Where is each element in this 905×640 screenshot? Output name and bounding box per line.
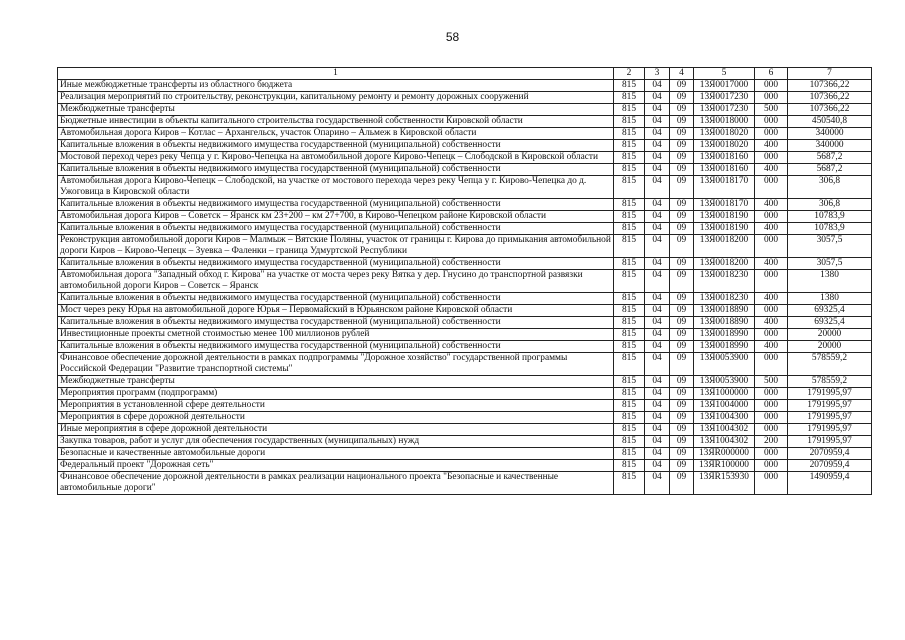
expense-type-cell: 400 [755,164,788,176]
table-row [58,80,872,92]
table-row [58,92,872,104]
expense-type-cell: 000 [755,80,788,92]
ministry-code-cell: 815 [614,388,645,400]
expense-type-cell: 000 [755,305,788,317]
amount-cell: 306,8 [788,199,872,211]
amount-cell: 1791995,97 [788,436,872,448]
subsection-cell: 09 [670,80,694,92]
subsection-cell: 09 [670,376,694,388]
ministry-code-cell: 815 [614,424,645,436]
subsection-cell: 09 [670,388,694,400]
item-name-cell: Капитальные вложения в объекты недвижимого имущества государственной (муниципальной) собственности [58,223,614,235]
table-row [58,293,872,305]
item-name-cell: Мероприятия в сфере дорожной деятельности [58,412,614,424]
table-row [58,128,872,140]
ministry-code-cell: 815 [614,341,645,353]
target-article-cell: 13Я1004000 [694,400,755,412]
subsection-cell: 09 [670,104,694,116]
target-article-cell: 13Я0018890 [694,317,755,329]
target-article-cell: 13Я0018020 [694,140,755,152]
target-article-cell: 13Я0018990 [694,329,755,341]
amount-cell: 1490959,4 [788,472,872,495]
item-name-cell: Автомобильная дорога Киров – Советск – Яранск км 23+200 – км 27+700, в Кирово-Чепецком районе Кировской области [58,211,614,223]
target-article-cell: 13Я0018170 [694,176,755,199]
subsection-cell: 09 [670,235,694,258]
section-cell: 04 [645,460,670,472]
expense-type-cell: 400 [755,293,788,305]
item-name-cell: Капитальные вложения в объекты недвижимого имущества государственной (муниципальной) собственности [58,258,614,270]
item-name-cell: Мероприятия в установленной сфере деятельности [58,400,614,412]
target-article-cell: 13Я1000000 [694,388,755,400]
ministry-code-cell: 815 [614,472,645,495]
subsection-cell: 09 [670,341,694,353]
subsection-cell: 09 [670,164,694,176]
item-name-cell: Безопасные и качественные автомобильные дороги [58,448,614,460]
table-row [58,116,872,128]
table-row [58,329,872,341]
expense-type-cell: 400 [755,317,788,329]
expense-type-cell: 000 [755,329,788,341]
expense-type-cell: 000 [755,448,788,460]
section-cell: 04 [645,376,670,388]
target-article-cell: 13ЯR100000 [694,460,755,472]
subsection-cell: 09 [670,436,694,448]
table-header [58,68,872,80]
target-article-cell: 13ЯR000000 [694,448,755,460]
ministry-code-cell: 815 [614,152,645,164]
section-cell: 04 [645,211,670,223]
subsection-cell: 09 [670,400,694,412]
expense-type-cell: 400 [755,199,788,211]
ministry-code-cell: 815 [614,329,645,341]
item-name-cell: Автомобильная дорога Киров – Котлас – Архангельск, участок Опарино – Альмеж в Кировской области [58,128,614,140]
subsection-cell: 09 [670,152,694,164]
subsection-cell: 09 [670,199,694,211]
section-cell: 04 [645,235,670,258]
section-cell: 04 [645,116,670,128]
page-number: 58 [445,30,460,44]
target-article-cell: 13Я0018230 [694,270,755,293]
item-name-cell: Иные межбюджетные трансферты из областного бюджета [58,80,614,92]
expense-type-cell: 000 [755,211,788,223]
expense-type-cell: 000 [755,472,788,495]
amount-cell: 2070959,4 [788,460,872,472]
expense-type-cell: 000 [755,176,788,199]
ministry-code-cell: 815 [614,376,645,388]
section-cell: 04 [645,164,670,176]
amount-cell: 107366,22 [788,80,872,92]
amount-cell: 20000 [788,341,872,353]
expense-type-cell: 000 [755,424,788,436]
table-row [58,388,872,400]
item-name-cell: Автомобильная дорога Кирово-Чепецк – Слободской, на участке от мостового перехода через реку Чепца у г. Кирово-Чепецка до д. Ужоговица в Кировской области [58,176,614,199]
subsection-cell: 09 [670,176,694,199]
table-row [58,270,872,293]
amount-cell: 1791995,97 [788,424,872,436]
item-name-cell: Закупка товаров, работ и услуг для обеспечения государственных (муниципальных) нужд [58,436,614,448]
ministry-code-cell: 815 [614,199,645,211]
amount-cell: 10783,9 [788,211,872,223]
ministry-code-cell: 815 [614,92,645,104]
item-name-cell: Капитальные вложения в объекты недвижимого имущества государственной (муниципальной) собственности [58,317,614,329]
section-cell: 04 [645,400,670,412]
amount-cell: 5687,2 [788,152,872,164]
item-name-cell: Мероприятия программ (подпрограмм) [58,388,614,400]
table-row [58,317,872,329]
ministry-code-cell: 815 [614,460,645,472]
section-cell: 04 [645,128,670,140]
subsection-cell: 09 [670,472,694,495]
item-name-cell: Капитальные вложения в объекты недвижимого имущества государственной (муниципальной) собственности [58,164,614,176]
section-cell: 04 [645,152,670,164]
section-cell: 04 [645,329,670,341]
table-row [58,460,872,472]
target-article-cell: 13Я0018990 [694,341,755,353]
section-cell: 04 [645,223,670,235]
amount-cell: 578559,2 [788,376,872,388]
ministry-code-cell: 815 [614,258,645,270]
column-header: 7 [788,68,872,80]
ministry-code-cell: 815 [614,317,645,329]
target-article-cell: 13Я0017230 [694,104,755,116]
amount-cell: 306,8 [788,176,872,199]
expense-type-cell: 500 [755,104,788,116]
table-row [58,341,872,353]
subsection-cell: 09 [670,211,694,223]
section-cell: 04 [645,305,670,317]
item-name-cell: Федеральный проект "Дорожная сеть" [58,460,614,472]
table-row [58,164,872,176]
section-cell: 04 [645,448,670,460]
expense-type-cell: 000 [755,270,788,293]
table-row [58,376,872,388]
amount-cell: 1791995,97 [788,388,872,400]
target-article-cell: 13Я0018890 [694,305,755,317]
item-name-cell: Бюджетные инвестиции в объекты капитального строительства государственной собственности Кировской области [58,116,614,128]
ministry-code-cell: 815 [614,116,645,128]
amount-cell: 1380 [788,293,872,305]
subsection-cell: 09 [670,460,694,472]
ministry-code-cell: 815 [614,305,645,317]
subsection-cell: 09 [670,128,694,140]
subsection-cell: 09 [670,140,694,152]
section-cell: 04 [645,472,670,495]
expense-type-cell: 000 [755,412,788,424]
section-cell: 04 [645,388,670,400]
ministry-code-cell: 815 [614,128,645,140]
item-name-cell: Капитальные вложения в объекты недвижимого имущества государственной (муниципальной) собственности [58,140,614,152]
column-header: 4 [670,68,694,80]
column-header: 1 [58,68,614,80]
ministry-code-cell: 815 [614,80,645,92]
ministry-code-cell: 815 [614,140,645,152]
section-cell: 04 [645,353,670,376]
item-name-cell: Иные мероприятия в сфере дорожной деятельности [58,424,614,436]
amount-cell: 1380 [788,270,872,293]
item-name-cell: Финансовое обеспечение дорожной деятельности в рамках реализации национального проекта "Безопасные и качественные автомобильные дороги" [58,472,614,495]
subsection-cell: 09 [670,353,694,376]
table-body [58,80,872,495]
subsection-cell: 09 [670,317,694,329]
expense-type-cell: 400 [755,341,788,353]
target-article-cell: 13Я0017000 [694,80,755,92]
table-row [58,400,872,412]
target-article-cell: 13ЯR153930 [694,472,755,495]
amount-cell: 1791995,97 [788,412,872,424]
target-article-cell: 13Я0018170 [694,199,755,211]
ministry-code-cell: 815 [614,400,645,412]
ministry-code-cell: 815 [614,412,645,424]
expense-type-cell: 000 [755,235,788,258]
subsection-cell: 09 [670,270,694,293]
subsection-cell: 09 [670,293,694,305]
amount-cell: 3057,5 [788,235,872,258]
table-row [58,412,872,424]
expense-type-cell: 000 [755,400,788,412]
item-name-cell: Финансовое обеспечение дорожной деятельности в рамках подпрограммы "Дорожное хозяйство" государственной программы Российской Федерации "Развитие транспортной системы" [58,353,614,376]
column-header: 2 [614,68,645,80]
expense-type-cell: 000 [755,353,788,376]
expense-type-cell: 200 [755,436,788,448]
table-row [58,211,872,223]
table-row [58,176,872,199]
ministry-code-cell: 815 [614,270,645,293]
header-row [58,68,872,80]
section-cell: 04 [645,92,670,104]
target-article-cell: 13Я0018190 [694,223,755,235]
subsection-cell: 09 [670,412,694,424]
ministry-code-cell: 815 [614,293,645,305]
table-row [58,353,872,376]
subsection-cell: 09 [670,305,694,317]
amount-cell: 5687,2 [788,164,872,176]
expense-type-cell: 000 [755,460,788,472]
amount-cell: 20000 [788,329,872,341]
item-name-cell: Межбюджетные трансферты [58,104,614,116]
item-name-cell: Мостовой переход через реку Чепца у г. Кирово-Чепецка на автомобильной дороге Кирово-Чепецк – Слободской в Кировской области [58,152,614,164]
column-header: 6 [755,68,788,80]
ministry-code-cell: 815 [614,164,645,176]
expense-type-cell: 400 [755,140,788,152]
target-article-cell: 13Я0018190 [694,211,755,223]
target-article-cell: 13Я0018200 [694,235,755,258]
ministry-code-cell: 815 [614,436,645,448]
table-row [58,152,872,164]
subsection-cell: 09 [670,448,694,460]
column-header: 3 [645,68,670,80]
section-cell: 04 [645,317,670,329]
section-cell: 04 [645,270,670,293]
section-cell: 04 [645,412,670,424]
amount-cell: 450540,8 [788,116,872,128]
subsection-cell: 09 [670,329,694,341]
expense-type-cell: 000 [755,92,788,104]
expense-type-cell: 000 [755,128,788,140]
amount-cell: 107366,22 [788,92,872,104]
ministry-code-cell: 815 [614,235,645,258]
target-article-cell: 13Я1004302 [694,424,755,436]
section-cell: 04 [645,176,670,199]
section-cell: 04 [645,436,670,448]
ministry-code-cell: 815 [614,353,645,376]
section-cell: 04 [645,140,670,152]
budget-table [57,67,872,495]
section-cell: 04 [645,341,670,353]
section-cell: 04 [645,80,670,92]
item-name-cell: Реконструкция автомобильной дороги Киров – Малмыж – Вятские Поляны, участок от границы г. Кирова до примыкания автомобильной дороги Киров – Кирово-Чепецк – Зуевка – Фаленки – граница Удмуртской Республики [58,235,614,258]
table-row [58,235,872,258]
table-row [58,104,872,116]
subsection-cell: 09 [670,424,694,436]
subsection-cell: 09 [670,223,694,235]
expense-type-cell: 400 [755,258,788,270]
table-row [58,223,872,235]
table-row [58,305,872,317]
section-cell: 04 [645,199,670,211]
target-article-cell: 13Я0018160 [694,152,755,164]
target-article-cell: 13Я1004302 [694,436,755,448]
item-name-cell: Мост через реку Юрья на автомобильной дороге Юрья – Первомайский в Юрьянском районе Кировской области [58,305,614,317]
expense-type-cell: 000 [755,116,788,128]
section-cell: 04 [645,424,670,436]
ministry-code-cell: 815 [614,176,645,199]
item-name-cell: Капитальные вложения в объекты недвижимого имущества государственной (муниципальной) собственности [58,199,614,211]
amount-cell: 69325,4 [788,305,872,317]
table-row [58,424,872,436]
amount-cell: 2070959,4 [788,448,872,460]
target-article-cell: 13Я0018160 [694,164,755,176]
ministry-code-cell: 815 [614,223,645,235]
amount-cell: 107366,22 [788,104,872,116]
item-name-cell: Капитальные вложения в объекты недвижимого имущества государственной (муниципальной) собственности [58,293,614,305]
amount-cell: 340000 [788,140,872,152]
expense-type-cell: 000 [755,388,788,400]
ministry-code-cell: 815 [614,448,645,460]
section-cell: 04 [645,104,670,116]
expense-type-cell: 400 [755,223,788,235]
table-row [58,448,872,460]
target-article-cell: 13Я0053900 [694,353,755,376]
table-row [58,258,872,270]
column-header: 5 [694,68,755,80]
target-article-cell: 13Я0017230 [694,92,755,104]
section-cell: 04 [645,258,670,270]
item-name-cell: Межбюджетные трансферты [58,376,614,388]
item-name-cell: Автомобильная дорога "Западный обход г. Кирова" на участке от моста через реку Вятка у дер. Гнусино до транспортной развязки автомобильной дороги Киров – Советск – Яранск [58,270,614,293]
table-row [58,472,872,495]
ministry-code-cell: 815 [614,211,645,223]
target-article-cell: 13Я0018000 [694,116,755,128]
target-article-cell: 13Я0018230 [694,293,755,305]
subsection-cell: 09 [670,92,694,104]
expense-type-cell: 000 [755,152,788,164]
ministry-code-cell: 815 [614,104,645,116]
subsection-cell: 09 [670,258,694,270]
amount-cell: 10783,9 [788,223,872,235]
target-article-cell: 13Я0053900 [694,376,755,388]
amount-cell: 578559,2 [788,353,872,376]
target-article-cell: 13Я0018020 [694,128,755,140]
table-row [58,140,872,152]
amount-cell: 69325,4 [788,317,872,329]
target-article-cell: 13Я0018200 [694,258,755,270]
subsection-cell: 09 [670,116,694,128]
item-name-cell: Реализация мероприятий по строительству, реконструкции, капитальному ремонту и ремонту дорожных сооружений [58,92,614,104]
section-cell: 04 [645,293,670,305]
amount-cell: 3057,5 [788,258,872,270]
amount-cell: 340000 [788,128,872,140]
item-name-cell: Инвестиционные проекты сметной стоимостью менее 100 миллионов рублей [58,329,614,341]
table-row [58,436,872,448]
target-article-cell: 13Я1004300 [694,412,755,424]
item-name-cell: Капитальные вложения в объекты недвижимого имущества государственной (муниципальной) собственности [58,341,614,353]
amount-cell: 1791995,97 [788,400,872,412]
table-row [58,199,872,211]
expense-type-cell: 500 [755,376,788,388]
